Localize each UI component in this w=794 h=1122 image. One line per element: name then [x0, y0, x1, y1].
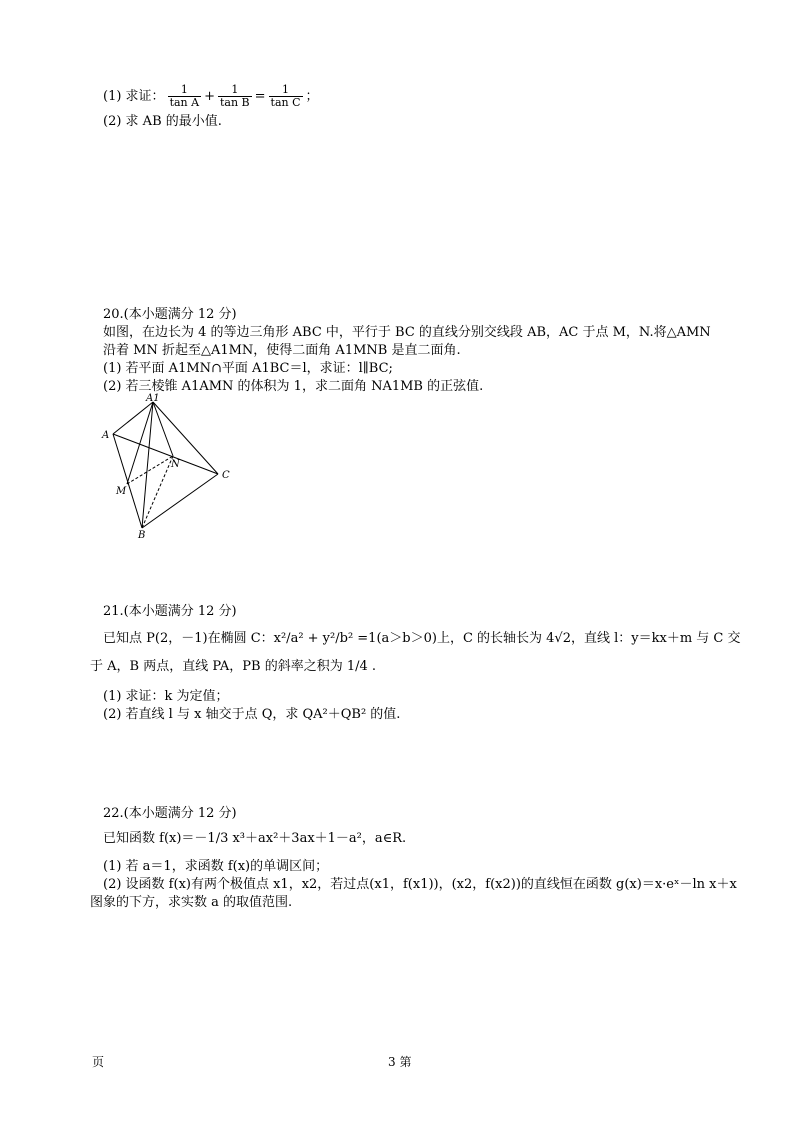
q22-header: 22.(本小题满分 12 分): [103, 806, 237, 821]
edge-A1-A: [113, 402, 153, 434]
frac-num: 1: [218, 84, 252, 97]
frac-den: tan B: [219, 96, 250, 109]
edge-A-B: [113, 434, 142, 528]
edge-M-N-dashed: [127, 456, 173, 484]
label-N: N: [171, 459, 180, 470]
q21-stem-1: 已知点 P(2，－1)在椭圆 C：x²/a² + y²/b² =1(a＞b＞0)上，C 的长轴长为 4√2，直线 l：y＝kx＋m 与 C 交: [103, 631, 741, 646]
q19-part2: (2) 求 AB 的最小值.: [103, 114, 222, 129]
q21-part2: (2) 若直线 l 与 x 轴交于点 Q，求 QA²＋QB² 的值.: [103, 707, 401, 722]
label-C: C: [222, 470, 230, 481]
q22-part2a: (2) 设函数 f(x)有两个极值点 x1，x2，若过点(x1，f(x1))，(x2，f(x2))的直线恒在函数 g(x)＝x·eˣ－ln x＋x: [103, 877, 737, 892]
footer-left: 页: [92, 1055, 105, 1069]
edge-A-C: [113, 434, 218, 474]
q19-p1-prefix: (1) 求证：: [103, 89, 165, 104]
q22-part2b: 图象的下方，求实数 a 的取值范围.: [90, 895, 293, 910]
q19-p1-suffix: ；: [305, 89, 319, 104]
q22-part1: (1) 若 a＝1，求函数 f(x)的单调区间；: [103, 859, 329, 874]
q20-part2: (2) 若三棱锥 A1AMN 的体积为 1，求二面角 NA1MB 的正弦值.: [103, 379, 484, 394]
label-B: B: [138, 530, 146, 541]
equals-sign: =: [254, 89, 266, 104]
frac-1-tanC: [269, 84, 303, 109]
q21-stem-2: 于 A，B 两点，直线 PA，PB 的斜率之积为 1/4 .: [90, 659, 377, 674]
q20-header: 20.(本小题满分 12 分): [103, 307, 237, 322]
frac-num: 1: [269, 84, 303, 97]
q21-part1: (1) 求证：k 为定值；: [103, 689, 229, 704]
plus-sign: +: [204, 89, 215, 104]
label-A1: A1: [146, 393, 160, 404]
q20-stem-2: 沿着 MN 折起至△A1MN，使得二面角 A1MNB 是直二面角.: [103, 343, 461, 358]
frac-1-tanB: [218, 84, 252, 109]
label-M: M: [116, 486, 127, 497]
q21-header: 21.(本小题满分 12 分): [103, 604, 237, 619]
frac-den: tan C: [270, 96, 301, 109]
edge-A1-N: [153, 402, 173, 456]
edge-A1-C: [153, 402, 218, 474]
tetrahedron-figure: [98, 392, 248, 542]
q22-stem: 已知函数 f(x)＝－1/3 x³＋ax²＋3ax＋1－a²，a∈R.: [103, 831, 407, 846]
frac-den: tan A: [169, 96, 200, 109]
q20-part1: (1) 若平面 A1MN∩平面 A1BC＝l，求证：l∥BC;: [103, 361, 393, 376]
q20-stem-1: 如图，在边长为 4 的等边三角形 ABC 中，平行于 BC 的直线分别交线段 AB，AC 于点 M，N.将△AMN: [103, 325, 711, 340]
frac-num: 1: [168, 84, 202, 97]
page-number: 3 第: [388, 1055, 412, 1069]
edge-B-C: [142, 474, 218, 528]
q19-part1: [103, 84, 319, 109]
frac-1-tanA: [168, 84, 202, 109]
label-A: A: [102, 430, 110, 441]
